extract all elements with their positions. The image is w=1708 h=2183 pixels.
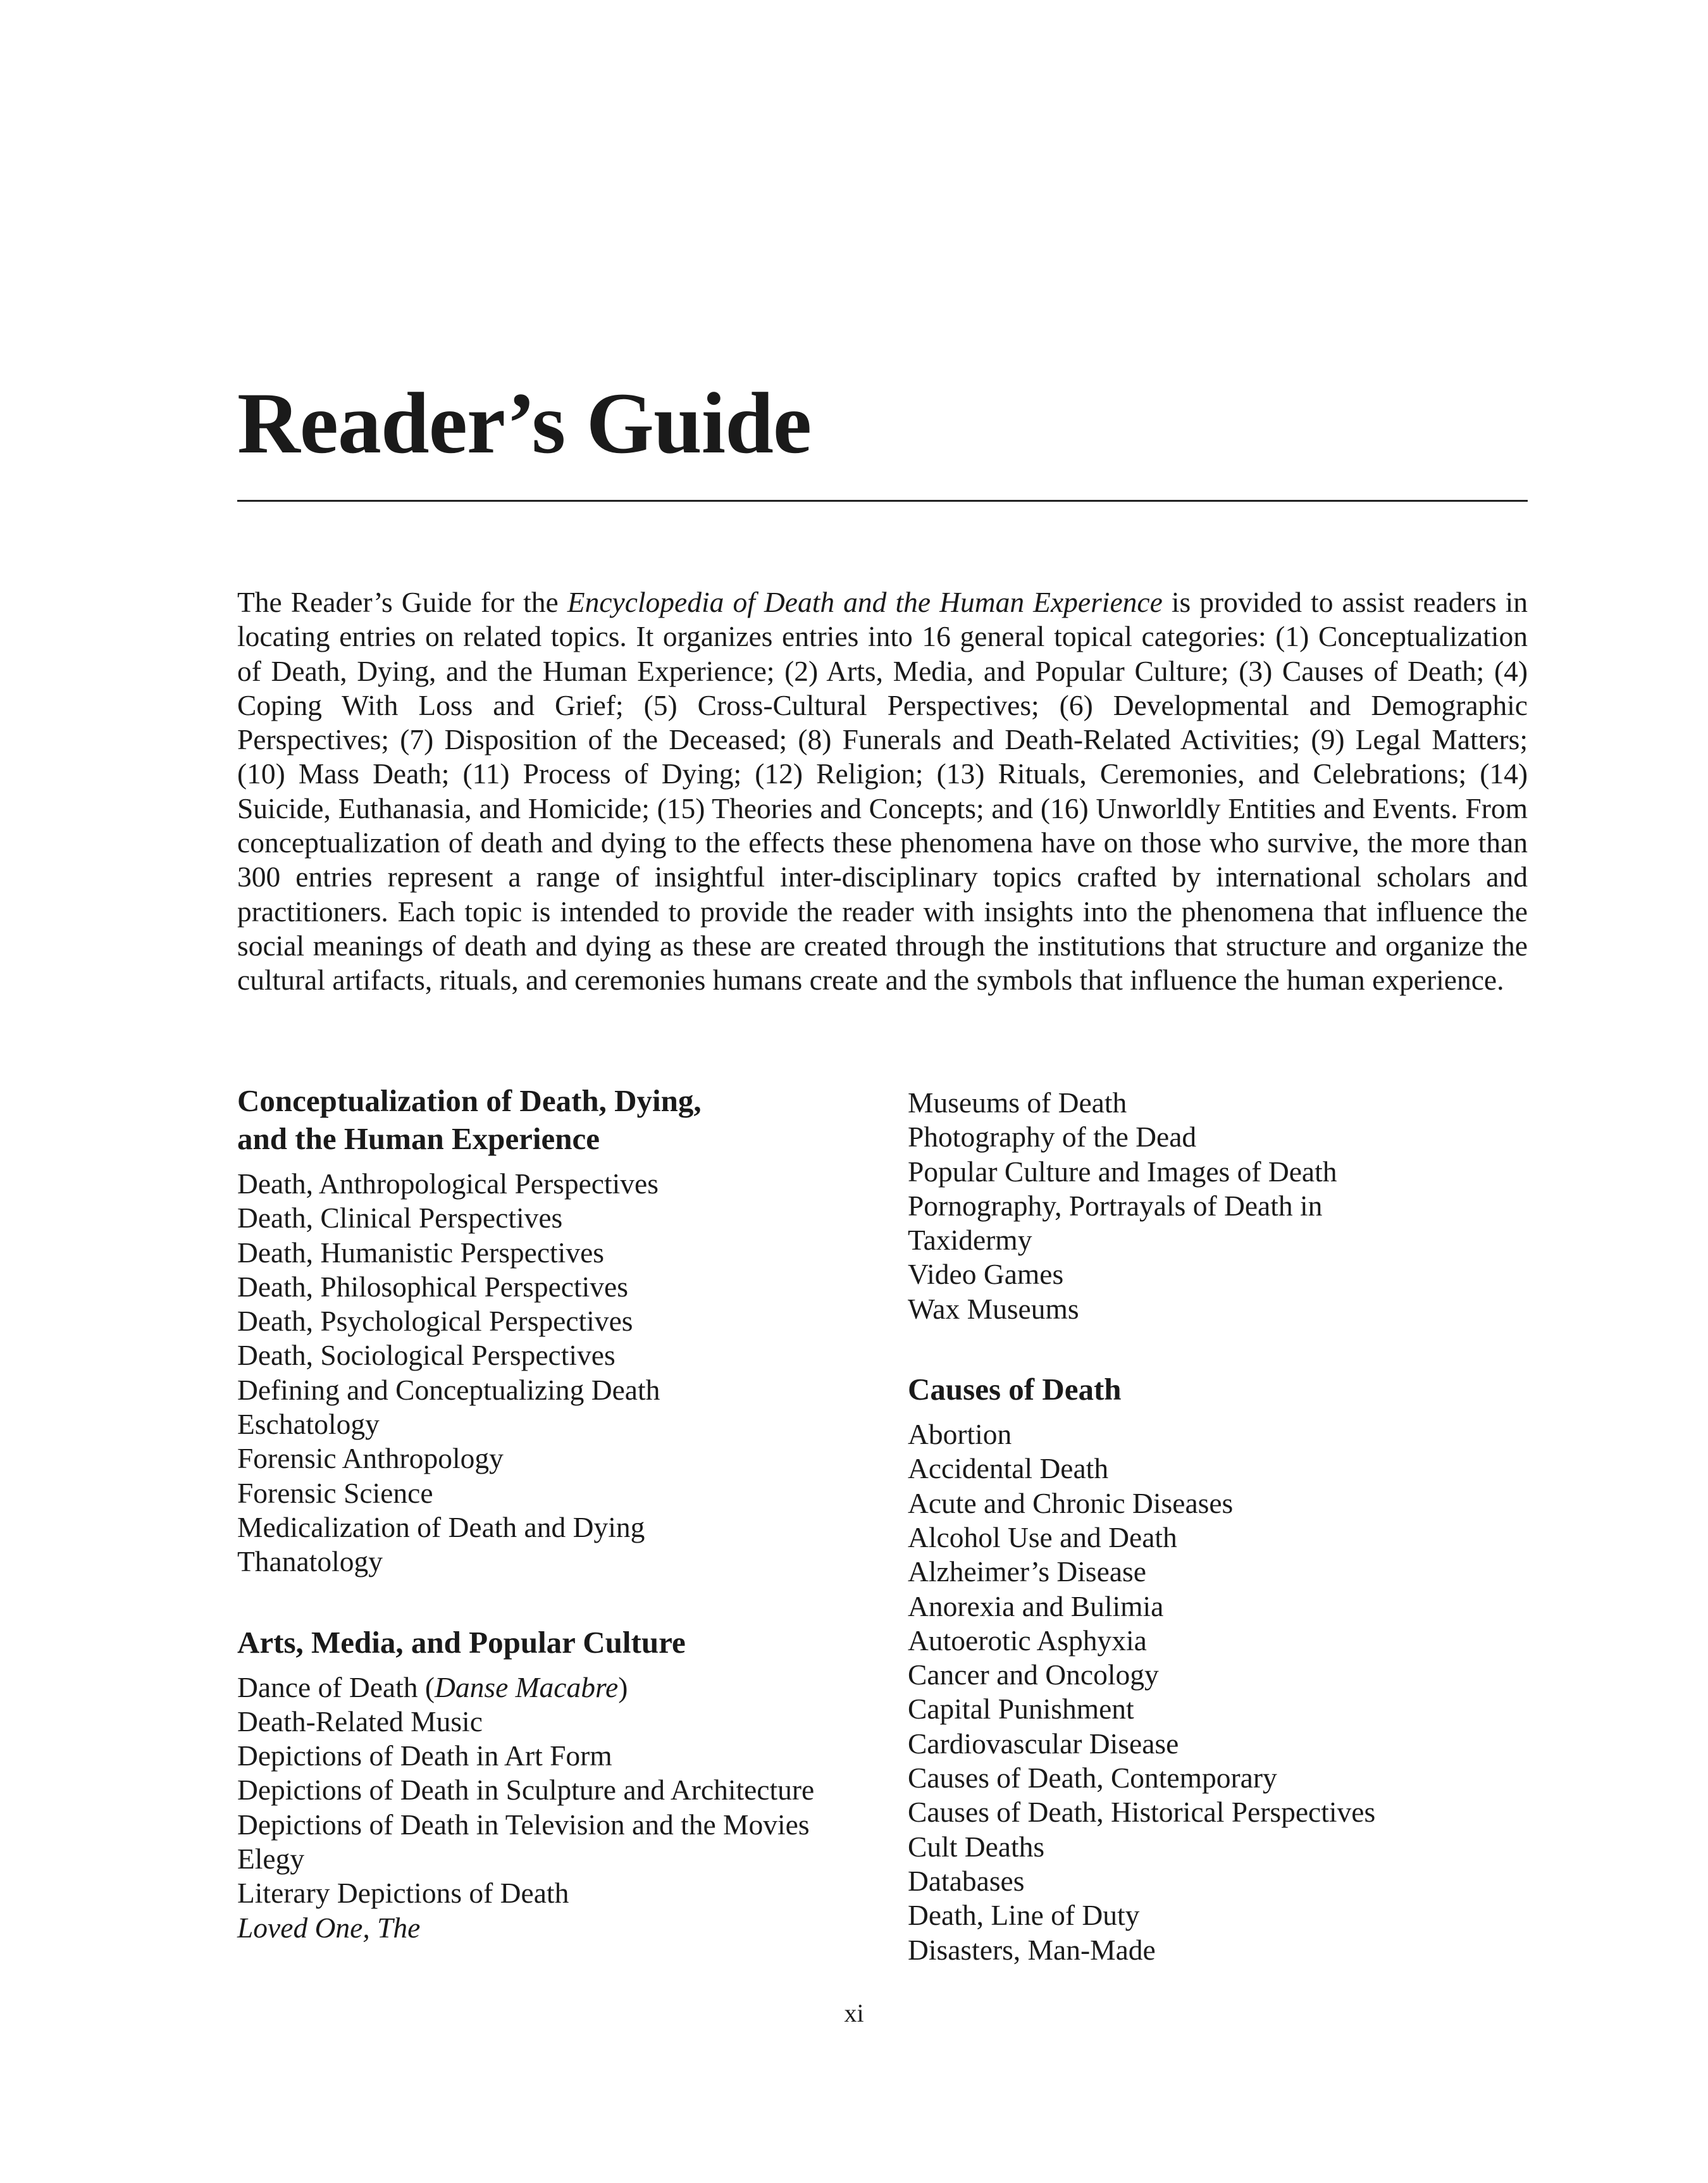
entry-list <box>237 1167 870 1579</box>
entry-text: ) <box>618 1670 628 1703</box>
entry-item: Death, Sociological Perspectives <box>237 1339 616 1372</box>
entry-item: Pornography, Portrayals of Death in <box>908 1189 1323 1222</box>
entry-item: Elegy <box>237 1843 305 1875</box>
entry-item: Alcohol Use and Death <box>908 1521 1177 1553</box>
entry-item <box>237 1670 870 1705</box>
entry-list <box>908 1417 1540 1967</box>
section-conceptualization <box>237 1082 870 1579</box>
entry-item: Death, Clinical Perspectives <box>237 1202 563 1235</box>
entry-item: Death, Psychological Perspectives <box>237 1305 633 1338</box>
intro-text-start: The Reader’s Guide for the <box>237 586 567 618</box>
entry-item: Wax Museums <box>908 1292 1079 1325</box>
section-arts-media <box>237 1624 870 1945</box>
entry-item: Death, Humanistic Perspectives <box>237 1236 604 1269</box>
entry-item: Death-Related Music <box>237 1705 483 1738</box>
heading-line-2: and the Human Experience <box>237 1121 600 1156</box>
entry-item: Medicalization of Death and Dying <box>237 1510 645 1543</box>
entry-item: Accidental Death <box>908 1452 1109 1485</box>
entry-item: Autoerotic Asphyxia <box>908 1624 1147 1657</box>
entry-item: Disasters, Man-Made <box>908 1933 1156 1966</box>
entry-text: Dance of Death ( <box>237 1670 435 1703</box>
page-number: xi <box>844 1999 864 2027</box>
entry-item: Depictions of Death in Television and the Movies <box>237 1808 810 1841</box>
entry-item: Databases <box>908 1864 1025 1897</box>
entry-item: Depictions of Death in Sculpture and Architecture <box>237 1774 815 1807</box>
entry-item: Video Games <box>908 1258 1064 1291</box>
entry-italic-text: Danse Macabre <box>435 1670 619 1703</box>
heading-line-1: Conceptualization of Death, Dying, <box>237 1083 702 1118</box>
entry-item: Causes of Death, Contemporary <box>908 1762 1277 1794</box>
entry-item: Forensic Science <box>237 1476 433 1509</box>
entry-item: Cult Deaths <box>908 1830 1045 1863</box>
entry-item: Museums of Death <box>908 1086 1127 1119</box>
intro-paragraph <box>237 585 1528 998</box>
entry-item: Acute and Chronic Diseases <box>908 1486 1234 1519</box>
entry-item: Abortion <box>908 1418 1012 1451</box>
section-heading <box>237 1082 870 1158</box>
entry-list <box>237 1670 870 1945</box>
intro-text-rest: is provided to assist readers in locating entries on related topics. It organizes entries into 16 general topical categories: (1) Conceptualization of Death, Dying, and the Human Experience; (2) Arts, Media, and Popular Culture; (3) Causes of Death; (4) Coping With Loss and Grief; (5) Cross-Cultural Perspectives; (6) Developmental and Demographic Perspectives; (7) Disposition of the Deceased; (8) Funerals and Death-Related Activities; (9) Legal Matters; (10) Mass Death; (11) Process of Dying; (12) Religion; (13) Rituals, Ceremonies, and Celebrations; (14) Suicide, Euthanasia, and Homicide; (15) Theories and Concepts; and (16) Unworldly Entities and Events. From conceptualization of death and dying to the effects these phenomena have on those who survive, the more than 300 entries represent a range of insightful inter-disciplinary topics crafted by international scholars and practitioners. Each topic is intended to provide the reader with insights into the phenomena that influence the social meanings of death and dying as these are created through the institutions that structure and organize the cultural artifacts, rituals, and ceremonies humans create and the symbols that influence the human experience. <box>237 586 1528 997</box>
entry-item: Alzheimer’s Disease <box>908 1555 1146 1588</box>
right-column <box>908 1086 1540 2012</box>
section-causes-of-death <box>908 1371 1540 1967</box>
entry-item: Capital Punishment <box>908 1693 1134 1726</box>
page-title: Reader’s Guide <box>237 375 812 471</box>
entry-item: Literary Depictions of Death <box>237 1877 569 1910</box>
entry-item: Anorexia and Bulimia <box>908 1589 1164 1622</box>
entry-item: Forensic Anthropology <box>237 1442 504 1475</box>
section-heading: Arts, Media, and Popular Culture <box>237 1624 686 1660</box>
section-heading: Causes of Death <box>908 1372 1122 1407</box>
entry-item: Thanatology <box>237 1545 383 1578</box>
entry-item: Causes of Death, Historical Perspectives <box>908 1796 1376 1829</box>
entry-item: Death, Line of Duty <box>908 1899 1140 1932</box>
entry-item: Photography of the Dead <box>908 1121 1197 1154</box>
entry-item: Depictions of Death in Art Form <box>237 1739 612 1772</box>
intro-book-title: Encyclopedia of Death and the Human Experience <box>567 586 1163 618</box>
entry-item: Cardiovascular Disease <box>908 1727 1179 1760</box>
entry-italic-text: Loved One, The <box>237 1911 421 1944</box>
entry-item: Popular Culture and Images of Death <box>908 1155 1337 1188</box>
entry-item: Death, Philosophical Perspectives <box>237 1270 628 1303</box>
entry-item: Taxidermy <box>908 1224 1032 1257</box>
entry-item: Cancer and Oncology <box>908 1658 1159 1691</box>
entry-item: Eschatology <box>237 1408 380 1441</box>
title-divider <box>237 500 1528 502</box>
section-arts-media-continued <box>908 1086 1540 1326</box>
entry-list <box>908 1086 1540 1326</box>
entry-item: Defining and Conceptualizing Death <box>237 1373 660 1406</box>
entry-item <box>237 1911 870 1945</box>
entry-item: Death, Anthropological Perspectives <box>237 1167 659 1200</box>
left-column <box>237 1082 870 1989</box>
